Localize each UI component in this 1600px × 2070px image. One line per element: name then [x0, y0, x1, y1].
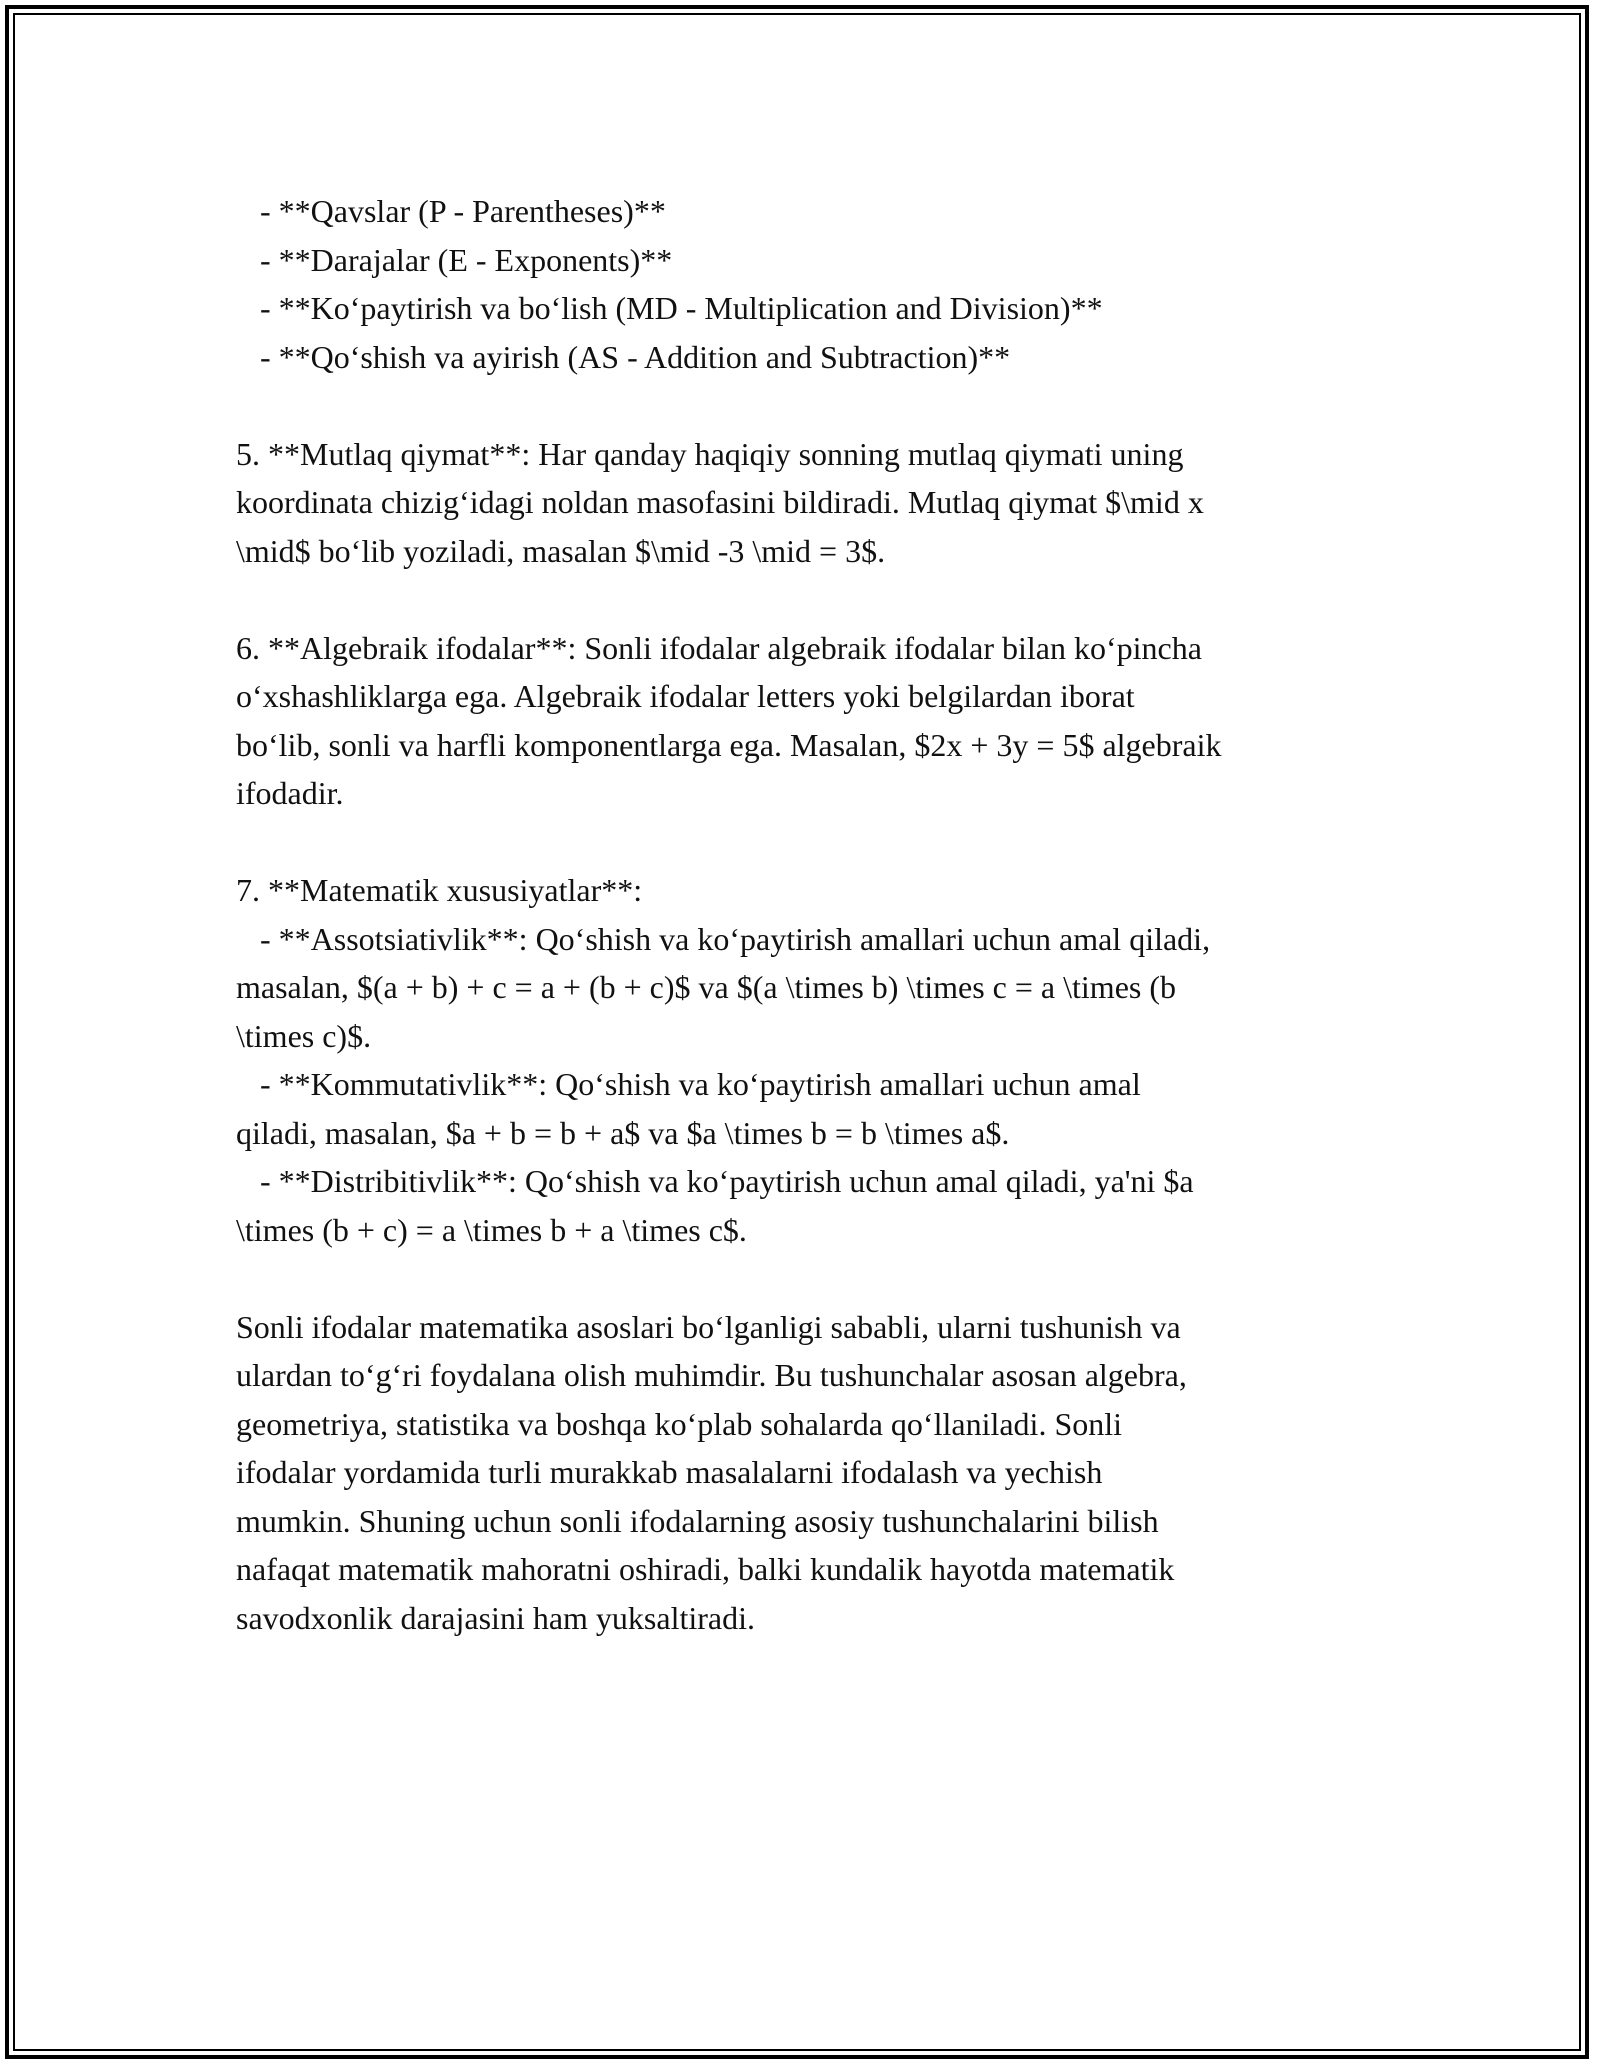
section-algebraic-expressions — [236, 624, 1376, 818]
text-line: 7. **Matematik xususiyatlar**: — [236, 872, 643, 908]
paragraph-gap — [236, 575, 1376, 624]
text-line: Sonli ifodalar matematika asoslari bo‘lganligi sababli, ularni tushunish va — [236, 1308, 1181, 1345]
text-line: - **Distribitivlik**: Qo‘shish va ko‘paytirish uchun amal qiladi, ya'ni $a — [236, 1163, 1194, 1199]
section-absolute-value — [236, 430, 1376, 576]
list-item-exponents: - **Darajalar (E - Exponents)** — [236, 241, 673, 278]
text-line: - **Kommutativlik**: Qo‘shish va ko‘paytirish amallari uchun amal — [236, 1066, 1141, 1102]
text-line: 5. **Mutlaq qiymat**: Har qanday haqiqiy sonning mutlaq qiymati uning — [236, 435, 1184, 472]
section-mathematical-properties — [236, 866, 1376, 1254]
text-line: 6. **Algebraik ifodalar**: Sonli ifodalar algebraik ifodalar bilan ko‘pincha — [236, 629, 1202, 666]
paragraph-gap — [236, 1254, 1376, 1303]
text-line: \times (b + c) = a \times b + a \times c$. — [236, 1211, 747, 1248]
text-line: mumkin. Shuning uchun sonli ifodalarning asosiy tushunchalarini bilish — [236, 1502, 1159, 1539]
text-line: \mid$ bo‘lib yoziladi, masalan $\mid -3 \mid = 3$. — [236, 532, 886, 569]
list-item-parentheses: - **Qavslar (P - Parentheses)** — [236, 193, 666, 229]
text-line: ulardan to‘g‘ri foydalana olish muhimdir. Bu tushunchalar asosan algebra, — [236, 1357, 1187, 1393]
text-line: bo‘lib, sonli va harfli komponentlarga ega. Masalan, $2x + 3y = 5$ algebraik — [236, 726, 1222, 763]
text-line: nafaqat matematik mahoratni oshiradi, balki kundalik hayotda matematik — [236, 1551, 1175, 1587]
text-line: masalan, $(a + b) + c = a + (b + c)$ va $(a \times b) \times c = a \times (b — [236, 969, 1176, 1005]
text-line: qiladi, masalan, $a + b = b + a$ va $a \times b = b \times a$. — [236, 1114, 1010, 1151]
text-line: savodxonlik darajasini ham yuksaltiradi. — [236, 1599, 755, 1636]
text-line: geometriya, statistika va boshqa ko‘plab sohalarda qo‘llaniladi. Sonli — [236, 1405, 1123, 1442]
order-of-operations-list — [236, 187, 1376, 381]
text-line: ifodadir. — [236, 775, 344, 811]
text-line: ifodalar yordamida turli murakkab masalalarni ifodalash va yechish — [236, 1454, 1103, 1490]
paragraph-gap — [236, 818, 1376, 867]
text-line: - **Assotsiativlik**: Qo‘shish va ko‘paytirish amallari uchun amal qiladi, — [236, 920, 1211, 957]
paragraph-gap — [236, 381, 1376, 430]
text-line: o‘xshashliklarga ega. Algebraik ifodalar letters yoki belgilardan iborat — [236, 678, 1135, 714]
list-item-multiplication-division: - **Ko‘paytirish va bo‘lish (MD - Multiplication and Division)** — [236, 290, 1103, 326]
list-item-addition-subtraction: - **Qo‘shish va ayirish (AS - Addition and Subtraction)** — [236, 338, 1011, 375]
section-conclusion — [236, 1303, 1376, 1643]
text-line: koordinata chizig‘idagi noldan masofasini bildiradi. Mutlaq qiymat $\mid x — [236, 484, 1204, 520]
document-body — [236, 187, 1376, 1642]
text-line: \times c)$. — [236, 1017, 372, 1054]
